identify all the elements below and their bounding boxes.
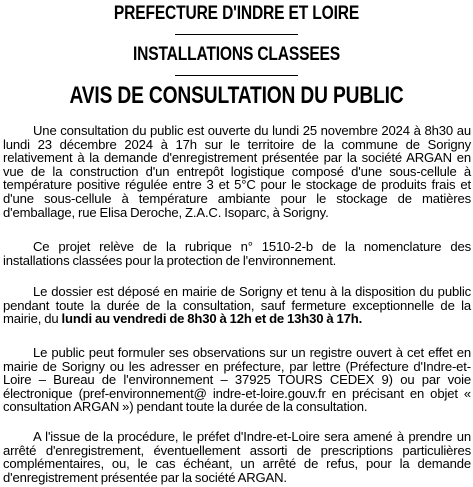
prefecture-heading: PREFECTURE D'INDRE ET LOIRE	[113, 3, 360, 24]
paragraph-consultation-dates	[3, 124, 471, 219]
heading-divider	[175, 75, 298, 76]
paragraph-text: A l'issue de la procédure, le préfet d'Indre-et-Loire sera amené à prendre un arrêté d'enregistrement, éventuellement assorti de prescriptions particulières complémentaires, ou, le cas échéant, un arrêté de refus, pour la demande d'enregistrement présentée par la société ARGAN.	[3, 429, 471, 485]
heading-divider	[175, 34, 298, 35]
paragraph-procedure-outcome	[3, 430, 471, 484]
paragraph-text: Le public peut formuler ses observations sur un registre ouvert à cet effet en mairie de Sorigny ou les adresser en préfecture, par lettre (Préfecture d'Indre-et-Loire – Bureau de l'environnement – 37925 TOURS CEDEX 9) ou par voie électronique (pref-environnement@ indre-et-loire.gouv.fr en précisant en objet « consultation ARGAN ») pendant toute la durée de la consultation.	[3, 345, 471, 415]
paragraph-text: Une consultation du public est ouverte du lundi 25 novembre 2024 à 8h30 au lundi 23 décembre 2024 à 17h sur le territoire de la commune de Sorigny relativement à la demande d'enregistrement présentée par la société ARGAN en vue de la construction d'un entrepôt logistique composé d'une sous-cellule à température positive régulée entre 3 et 5°C pour le stockage de produits frais et d'une sous-cellule à température ambiante pour le stockage de matières d'emballage, rue Elisa Deroche, Z.A.C. Isoparc, à Sorigny.	[3, 123, 471, 220]
paragraph-nomenclature	[3, 240, 471, 267]
paragraph-text: Le dossier est déposé en mairie de Sorigny et tenu à la disposition du public pendant toute la durée de la consultation, sauf fermeture exceptionnelle de la mairie, du	[3, 284, 471, 327]
installations-heading: INSTALLATIONS CLASSEES	[132, 44, 341, 65]
paragraph-observations	[3, 346, 471, 414]
paragraph-dossier-availability	[3, 285, 471, 326]
paragraph-text: Ce projet relève de la rubrique n° 1510-2-b de la nomenclature des installations classées pour la protection de l'environnement.	[3, 239, 471, 268]
opening-hours: lundi au vendredi de 8h30 à 12h et de 13h30 à 17h.	[61, 311, 363, 327]
notice-title: AVIS DE CONSULTATION DU PUBLIC	[69, 82, 404, 109]
